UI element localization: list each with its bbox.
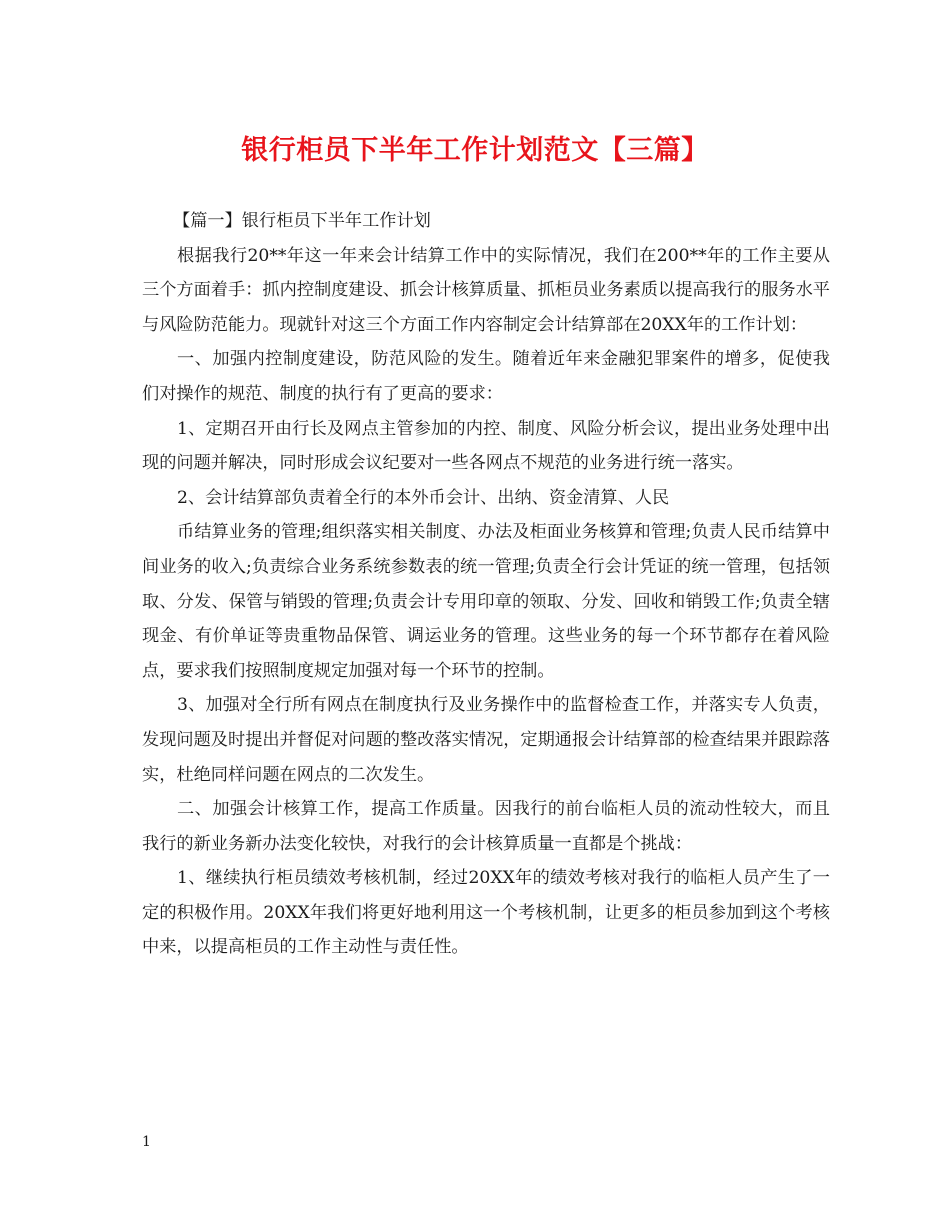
paragraph: 一、加强内控制度建设，防范风险的发生。随着近年来金融犯罪案件的增多，促使我们对操作的规范、制度的执行有了更高的要求：: [142, 349, 830, 404]
paragraph: 3、加强对全行所有网点在制度执行及业务操作中的监督检查工作，并落实专人负责，发现问题及时提出并督促对问题的整改落实情况，定期通报会计结算部的检查结果并跟踪落实，杜绝同样问题在网点的二次发生。: [142, 695, 830, 785]
document-title: 银行柜员下半年工作计划范文【三篇】: [241, 135, 709, 166]
paragraph: 二、加强会计核算工作，提高工作质量。因我行的前台临柜人员的流动性较大，而且我行的新业务新办法变化较快，对我行的会计核算质量一直都是个挑战：: [142, 799, 830, 854]
paragraph: 1、继续执行柜员绩效考核机制，经过20XX年的绩效考核对我行的临柜人员产生了一定的积极作用。20XX年我们将更好地利用这一个考核机制，让更多的柜员参加到这个考核中来，以提高柜员的工作主动性与责任性。: [142, 868, 830, 958]
paragraph: 币结算业务的管理;组织落实相关制度、办法及柜面业务核算和管理;负责人民币结算中间业务的收入;负责综合业务系统参数表的统一管理;负责全行会计凭证的统一管理，包括领取、分发、保管与销毁的管理;负责会计专用印章的领取、分发、回收和销毁工作;负责全辖现金、有价单证等贵重物品保管、调运业务的管理。这些业务的每一个环节都存在着风险点，要求我们按照制度规定加强对每一个环节的控制。: [142, 522, 830, 681]
paragraph: 2、会计结算部负责着全行的本外币会计、出纳、资金清算、人民: [177, 487, 670, 508]
paragraph: 1、定期召开由行长及网点主管参加的内控、制度、风险分析会议，提出业务处理中出现的问题并解决，同时形成会议纪要对一些各网点不规范的业务进行统一落实。: [142, 418, 830, 474]
section-heading: 【篇一】银行柜员下半年工作计划: [173, 211, 431, 231]
document-body: [142, 204, 830, 965]
paragraph: 根据我行20**年这一年来会计结算工作中的实际情况，我们在200**年的工作主要从三个方面着手：抓内控制度建设、抓会计核算质量、抓柜员业务素质以提高我行的服务水平与风险防范能力。现就针对这三个方面工作内容制定会计结算部在20XX年的工作计划：: [142, 245, 830, 335]
page-number: 1: [142, 1134, 151, 1150]
